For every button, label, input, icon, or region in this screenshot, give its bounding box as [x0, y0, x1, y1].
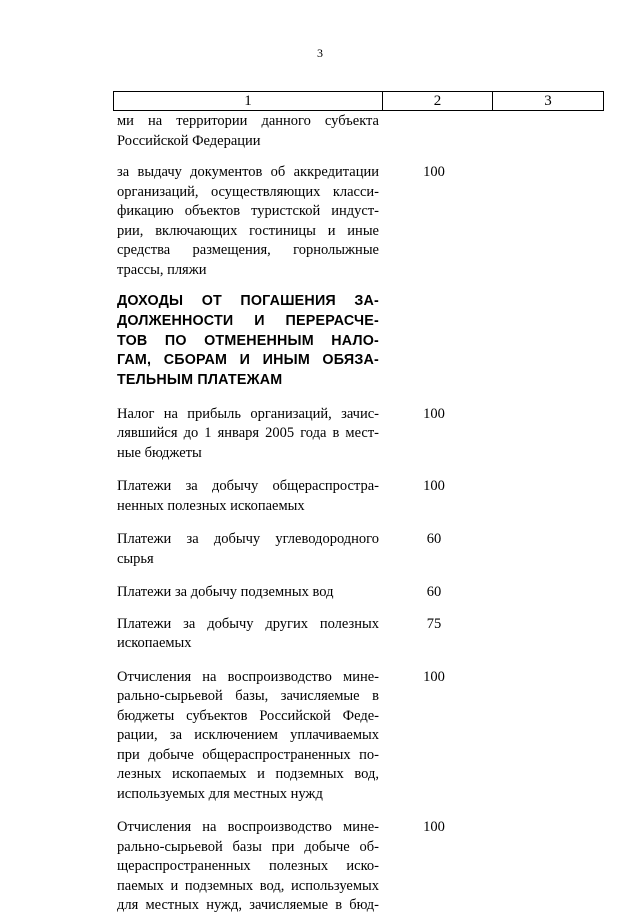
text-line: Российской Федерации: [117, 132, 261, 149]
text-line: Налог на прибыль организаций, зачис-: [117, 405, 379, 422]
text-line: ми на территории данного субъекта: [117, 113, 379, 129]
table-row: [117, 477, 597, 516]
text-line: ненных полезных ископаемых: [117, 497, 305, 514]
table-row: [117, 163, 597, 280]
column-header-1: 1: [114, 92, 383, 111]
text-line: ные бюджеты: [117, 444, 202, 461]
table-row: [117, 530, 597, 569]
text-line: Отчисления на воспроизводство мине-: [117, 668, 379, 685]
row-description: [117, 112, 379, 151]
row-value: 60: [426, 531, 442, 548]
text-line: Отчисления на воспроизводство мине-: [117, 819, 379, 836]
text-line: трассы, пляжи: [117, 261, 207, 278]
row-value: 100: [423, 819, 445, 836]
row-value: 100: [423, 164, 445, 180]
heading-line: ГАМ, СБОРАМ И ИНЫМ ОБЯЗА-: [117, 352, 379, 369]
section-heading: [117, 292, 379, 391]
row-value: 100: [423, 478, 445, 495]
text-line: паемых и подземных вод, используемых: [117, 877, 379, 894]
text-line: щераспространенных полезных иско-: [117, 858, 379, 875]
row-description: [117, 583, 379, 603]
heading-line: ДОХОДЫ ОТ ПОГАШЕНИЯ ЗА-: [117, 293, 379, 309]
text-line: Платежи за добычу углеводородного: [117, 531, 379, 548]
table-row: [117, 818, 597, 916]
row-value: 100: [423, 405, 445, 422]
text-line: лявшийся до 1 января 2005 года в мест-: [117, 425, 379, 442]
table-row: [117, 668, 597, 805]
text-line: для местных нужд, зачисляемые в бюд-: [117, 897, 379, 914]
heading-line: ТЕЛЬНЫМ ПЛАТЕЖАМ: [117, 372, 283, 389]
heading-line: ДОЛЖЕННОСТИ И ПЕРЕРАСЧЕ-: [117, 312, 379, 329]
text-line: рально-сырьевой базы при добыче об-: [117, 838, 379, 855]
text-line: организаций, осуществляющих класси-: [117, 183, 379, 200]
column-header-table: [113, 91, 604, 111]
text-line: используемых для местных нужд: [117, 785, 323, 802]
text-line: Платежи за добычу подземных вод: [117, 584, 334, 601]
section-heading-row: [117, 292, 597, 391]
page-number: 3: [317, 46, 323, 60]
text-line: Платежи за добычу других полезных: [117, 615, 379, 632]
row-description: [117, 818, 379, 916]
row-value: 75: [426, 615, 442, 632]
row-description: [117, 530, 379, 569]
text-line: при добыче общераспространенных по-: [117, 746, 379, 763]
table-row: [117, 405, 597, 464]
table-body: [117, 112, 597, 916]
row-description: [117, 405, 379, 464]
text-line: средства размещения, горнолыжные: [117, 242, 379, 258]
row-description: [117, 477, 379, 516]
row-value: 60: [426, 584, 442, 601]
text-line: бюджеты субъектов Российской Феде-: [117, 707, 379, 724]
text-line: рии, включающих гостиницы и иные: [117, 222, 379, 239]
text-line: фикацию объектов туристской индуст-: [117, 203, 379, 219]
heading-line: ТОВ ПО ОТМЕНЕННЫМ НАЛО-: [117, 332, 379, 349]
row-description: [117, 615, 379, 654]
column-header-row: [114, 92, 604, 111]
text-line: лезных ископаемых и подземных вод,: [117, 766, 379, 783]
text-line: за выдачу документов об аккредитации: [117, 164, 379, 180]
table-row-continuation: [117, 112, 597, 151]
text-line: Платежи за добычу общераспростра-: [117, 478, 379, 495]
column-header-2: 2: [383, 92, 493, 111]
text-line: рации, за исключением уплачиваемых: [117, 727, 379, 744]
column-header-3: 3: [493, 92, 604, 111]
row-description: [117, 668, 379, 805]
table-row: [117, 615, 597, 654]
row-description: [117, 163, 379, 280]
text-line: ископаемых: [117, 635, 192, 652]
text-line: сырья: [117, 550, 154, 567]
table-row: [117, 583, 597, 603]
text-line: рально-сырьевой базы, зачисляемые в: [117, 688, 379, 705]
row-value: 100: [423, 668, 445, 685]
